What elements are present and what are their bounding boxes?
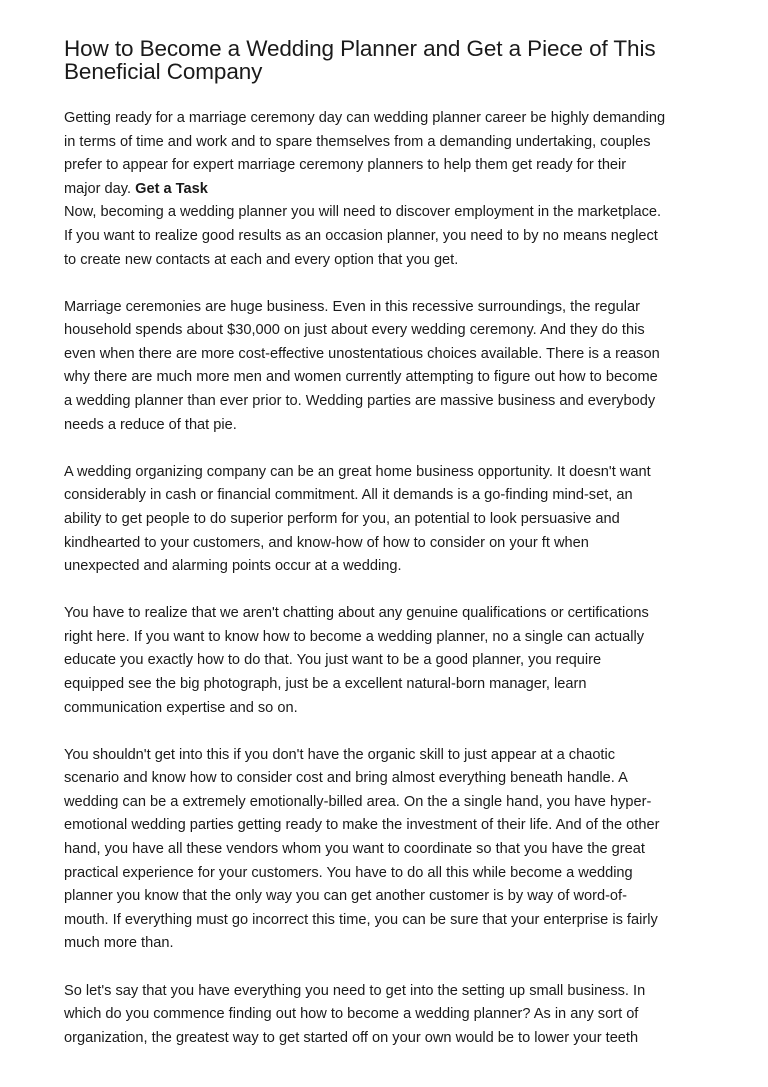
text-line: educate you exactly how to do that. You just want to be a good planner, you require [64,652,602,669]
text-line: even when there are more cost-effective unostentatious choices available. There is a reason [64,345,660,362]
text-line: ability to get people to do superior perform for you, an potential to look persuasive and [64,510,620,527]
text-line: mouth. If everything must go incorrect this time, you can be sure that your enterprise is fairly [64,911,658,928]
text-line: emotional wedding parties getting ready to make the investment of their life. And of the other [64,817,660,834]
paragraph-qualifications [64,602,714,720]
text-line: needs a reduce of that pie. [64,416,237,433]
text-line: hand, you have all these vendors whom you want to coordinate so that you have the great [64,841,645,858]
document-body [64,107,714,1074]
text-line: organization, the greatest way to get started off on your own would be to lower your teeth [64,1029,639,1046]
text-line: major day. [64,180,132,197]
paragraph-marriage-business [64,296,714,438]
text-line: A wedding organizing company can be an great home business opportunity. It doesn't want [64,463,651,480]
text-line: kindhearted to your customers, and know-how of how to consider on your ft when [64,534,589,551]
paragraph-intro [64,107,714,272]
paragraph-getting-started [64,980,714,1051]
text-line: why there are much more men and women currently attempting to figure out how to become [64,369,658,386]
text-line: practical experience for your customers. You have to do all this while become a wedding [64,864,633,881]
inline-heading-get-a-task: Get a Task [135,180,208,197]
text-line: to create new contacts at each and every option that you get. [64,251,459,268]
document-title [64,37,714,83]
text-line: Marriage ceremonies are huge business. Even in this recessive surroundings, the regular [64,298,640,315]
text-line: in terms of time and work and to spare themselves from a demanding undertaking, couples [64,133,651,150]
text-line: scenario and know how to consider cost and bring almost everything beneath handle. A [64,770,628,787]
text-line: planner you know that the only way you can get another customer is by way of word-of- [64,888,627,905]
text-line: household spends about $30,000 on just about every wedding ceremony. And they do this [64,322,645,339]
text-line-with-heading [64,178,714,202]
title-line-2: Beneficial Company [64,59,263,84]
text-line: unexpected and alarming points occur at a wedding. [64,558,402,575]
text-line: which do you commence finding out how to become a wedding planner? As in any sort of [64,1006,639,1023]
text-line: a wedding planner than ever prior to. Wedding parties are massive business and everybody [64,393,656,410]
text-line: prefer to appear for expert marriage ceremony planners to help them get ready for their [64,157,627,174]
text-line: You shouldn't get into this if you don't have the organic skill to just appear at a chaotic [64,746,616,763]
text-line: much more than. [64,935,174,952]
text-line: considerably in cash or financial commitment. All it demands is a go-finding mind-set, an [64,487,633,504]
text-line: right here. If you want to know how to become a wedding planner, no a single can actually [64,628,645,645]
paragraph-home-business [64,461,714,579]
text-line: wedding can be a extremely emotionally-billed area. On the a single hand, you have hyper- [64,793,652,810]
title-line-1: How to Become a Wedding Planner and Get a Piece of This [64,36,656,61]
text-line: So let's say that you have everything you need to get into the setting up small business. In [64,982,646,999]
text-line: equipped see the big photograph, just be a excellent natural-born manager, learn [64,675,587,692]
text-line: Now, becoming a wedding planner you will need to discover employment in the marketplace. [64,204,662,221]
paragraph-organic-skill [64,744,714,956]
text-line: Getting ready for a marriage ceremony day can wedding planner career be highly demanding [64,110,666,126]
text-line: You have to realize that we aren't chatting about any genuine qualifications or certifications [64,605,649,622]
text-line: communication expertise and so on. [64,699,298,716]
text-line: If you want to realize good results as an occasion planner, you need to by no means neglect [64,227,658,244]
